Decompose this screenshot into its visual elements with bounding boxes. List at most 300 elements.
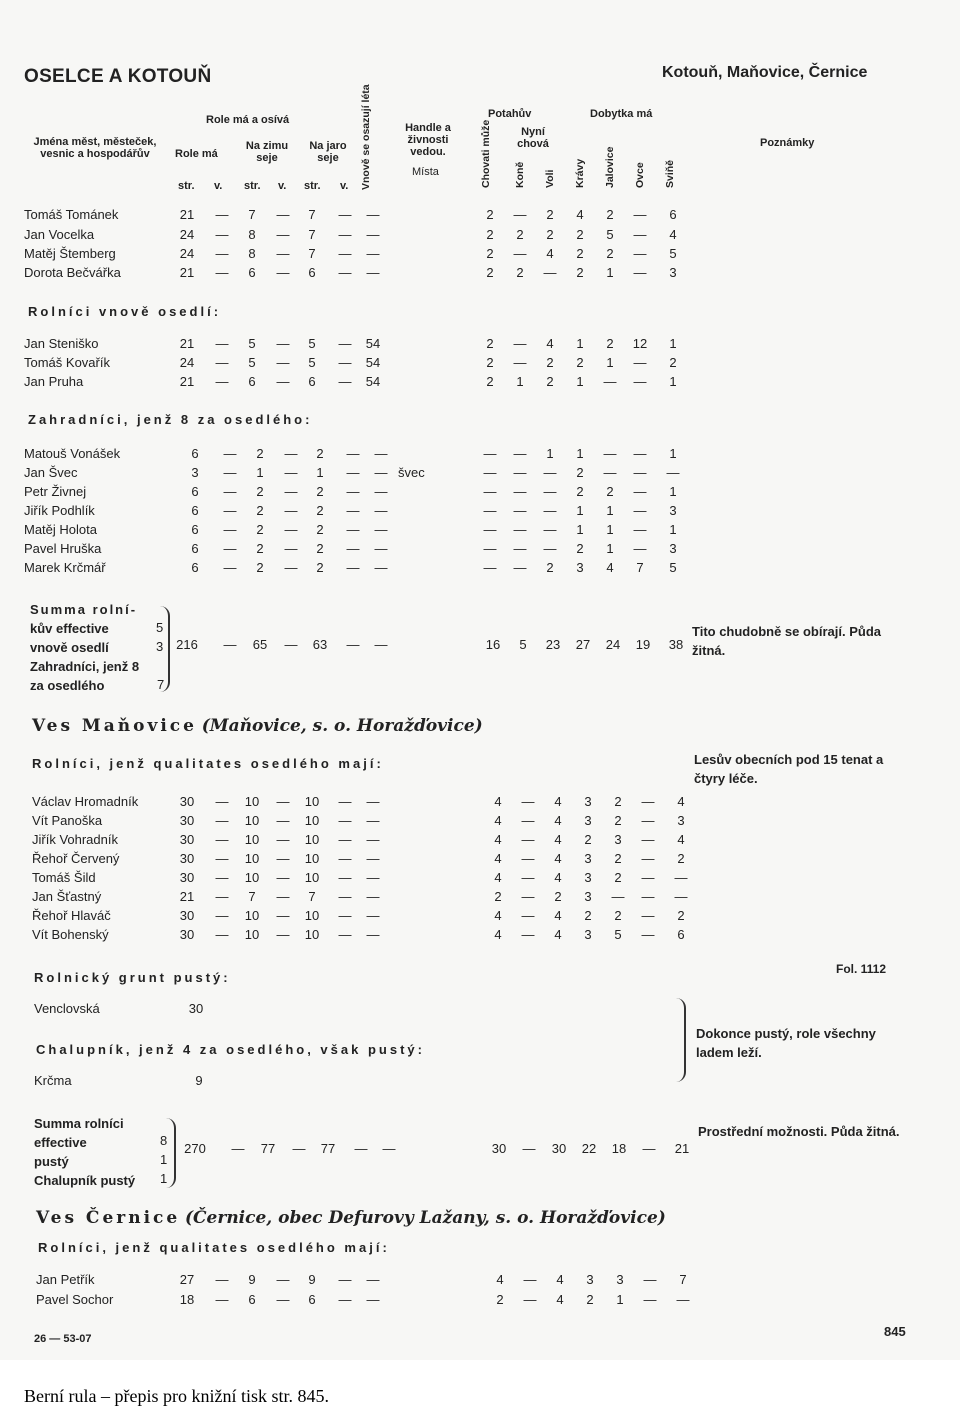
row-stock-value: 1: [516, 374, 524, 389]
summa1-stock-value: 38: [668, 637, 684, 652]
summa1-label: [30, 600, 139, 695]
summa2-value: 270: [184, 1141, 206, 1156]
row-value: 6: [248, 374, 256, 389]
row-stock-value: —: [543, 522, 557, 537]
row-stock-value: 4: [494, 813, 502, 828]
row-value: —: [338, 927, 352, 942]
row-stock-value: 2: [584, 832, 592, 847]
row-stock-value: 4: [494, 851, 502, 866]
header-handle: Handle a živnosti vedou.: [405, 122, 451, 158]
row-stock-value: 4: [556, 1272, 564, 1287]
row-value: —: [215, 227, 229, 242]
section-rolnici-qualitates-1: Rolníci, jenž qualitates osedlého mají:: [32, 756, 384, 771]
row-stock-value: —: [641, 851, 655, 866]
row-stock-value: 1: [576, 374, 584, 389]
row-value: —: [366, 908, 380, 923]
row-stock-value: 4: [494, 794, 502, 809]
row-value: —: [338, 246, 352, 261]
row-value: 30: [179, 851, 195, 866]
page-title-right: Kotouň, Maňovice, Černice: [662, 64, 868, 81]
row-stock-value: 2: [546, 207, 554, 222]
row-stock-value: 3: [584, 851, 592, 866]
header-svine: Sviňě: [664, 159, 676, 188]
header-kone: Koně: [514, 161, 526, 188]
row-stock-value: 2: [486, 355, 494, 370]
page-number: 845: [884, 1324, 906, 1339]
header-nyni-chova: Nyní chová: [517, 126, 549, 150]
row-value: —: [374, 522, 388, 537]
row-stock-value: 1: [669, 522, 677, 537]
row-value: —: [284, 503, 298, 518]
row-stock-value: 4: [576, 207, 584, 222]
row-value: 10: [244, 870, 260, 885]
row-name: Řehoř Hlaváč: [32, 908, 111, 923]
header-role-ma-a-osiva: Role má a osívá: [206, 114, 290, 126]
row-stock-value: 3: [584, 813, 592, 828]
header-kravy: Krávy: [574, 158, 586, 188]
row-value: 30: [179, 927, 195, 942]
row-stock-value: 1: [576, 503, 584, 518]
row-stock-value: 2: [606, 336, 614, 351]
row-value: 2: [256, 484, 264, 499]
row-value: —: [276, 889, 290, 904]
row-stock-value: 3: [669, 265, 677, 280]
row-stock-value: —: [543, 503, 557, 518]
row-stock-value: 1: [669, 336, 677, 351]
row-value: 7: [308, 889, 316, 904]
row-stock-value: 4: [494, 908, 502, 923]
row-value: —: [276, 794, 290, 809]
row-stock-value: 1: [576, 336, 584, 351]
row-name: Matouš Vonášek: [24, 446, 121, 461]
summa1-count: 7: [157, 677, 165, 692]
row-stock-value: 4: [554, 927, 562, 942]
row-value: 10: [304, 908, 320, 923]
row-stock-value: —: [603, 446, 617, 461]
row-stock-value: —: [666, 465, 680, 480]
row-value: 10: [244, 832, 260, 847]
row-stock-value: 1: [576, 446, 584, 461]
village-manovice-paren: (Maňovice, s. o. Horažďovice): [201, 716, 483, 736]
row-name: Jan Pruha: [24, 374, 84, 389]
summa2-value: —: [231, 1141, 245, 1156]
row-stock-value: —: [633, 246, 647, 261]
row-value: —: [366, 889, 380, 904]
row-value: —: [215, 265, 229, 280]
row-value: —: [366, 1292, 380, 1307]
row-name: Jan Steniško: [24, 336, 99, 351]
row-name: Tomáš Tománek: [24, 207, 119, 222]
header-dobytka-ma: Dobytka má: [590, 108, 653, 120]
row-stock-value: —: [674, 870, 688, 885]
village-cernice-name: Ves Černice: [36, 1208, 181, 1228]
section-rolnici-qualitates-2: Rolníci, jenž qualitates osedlého mají:: [38, 1240, 390, 1255]
row-stock-value: 2: [494, 889, 502, 904]
row-value: —: [338, 813, 352, 828]
row-stock-value: 3: [669, 541, 677, 556]
row-value: 2: [256, 503, 264, 518]
row-value: 21: [179, 374, 195, 389]
row-value: —: [374, 484, 388, 499]
row-value: 6: [308, 374, 316, 389]
row-stock-value: 2: [546, 374, 554, 389]
row-value: —: [215, 355, 229, 370]
summa1-brace: [158, 606, 170, 692]
row-value: 10: [304, 851, 320, 866]
row-value: —: [338, 1292, 352, 1307]
row-value: —: [276, 813, 290, 828]
row-value: 54: [365, 355, 381, 370]
row-stock-value: —: [543, 265, 557, 280]
row-stock-value: 4: [677, 794, 685, 809]
row-stock-value: —: [483, 503, 497, 518]
row-value: —: [276, 1292, 290, 1307]
summa1-value: —: [284, 637, 298, 652]
row-name: Řehoř Červený: [32, 851, 120, 866]
row-value: 2: [316, 446, 324, 461]
summa2-stock-value: 30: [551, 1141, 567, 1156]
summa2-line: effective: [34, 1135, 87, 1150]
row-stock-value: 2: [516, 265, 524, 280]
row-stock-value: —: [641, 794, 655, 809]
summa1-value: —: [374, 637, 388, 652]
row-value: 2: [316, 522, 324, 537]
row-value: —: [215, 336, 229, 351]
row-value: 30: [179, 870, 195, 885]
row-value: 2: [316, 484, 324, 499]
row-stock-value: 3: [616, 1272, 624, 1287]
row-value: —: [215, 1272, 229, 1287]
summa2-value: —: [292, 1141, 306, 1156]
summa2-stock-value: 21: [674, 1141, 690, 1156]
row-value: 10: [244, 927, 260, 942]
row-stock-value: 4: [554, 813, 562, 828]
summa1-value: 63: [312, 637, 328, 652]
row-value: —: [223, 465, 237, 480]
row-name: Pavel Hruška: [24, 541, 102, 556]
row-name: Tomáš Kovařík: [24, 355, 110, 370]
row-stock-value: 4: [494, 927, 502, 942]
row-stock-value: 5: [614, 927, 622, 942]
row-value: 8: [248, 227, 256, 242]
village-manovice: [32, 716, 483, 736]
row-stock-value: —: [633, 374, 647, 389]
row-stock-value: 4: [554, 794, 562, 809]
row-name: Vít Panoška: [32, 813, 103, 828]
summa2-value: —: [354, 1141, 368, 1156]
row-value: 2: [316, 503, 324, 518]
row-value: 1: [256, 465, 264, 480]
section-rolnici-vnove: Rolníci vnově osedlí:: [28, 304, 222, 319]
row-stock-value: —: [521, 794, 535, 809]
row-stock-value: —: [521, 908, 535, 923]
row-value: —: [284, 446, 298, 461]
row-stock-value: 2: [614, 851, 622, 866]
row-stock-value: —: [543, 484, 557, 499]
row-value: —: [338, 794, 352, 809]
row-stock-value: —: [513, 484, 527, 499]
note-prostredni: Prostřední možnosti. Půda žitná.: [698, 1124, 900, 1139]
row-stock-value: 4: [554, 908, 562, 923]
row-stock-value: 1: [606, 355, 614, 370]
row-stock-value: —: [543, 465, 557, 480]
row-value: —: [215, 927, 229, 942]
row-value: 30: [179, 832, 195, 847]
row-stock-value: —: [633, 227, 647, 242]
header-chovati-muze: Chovati může: [480, 119, 492, 188]
row-stock-value: —: [633, 503, 647, 518]
section-zahradnici: Zahradníci, jenž 8 za osedlého:: [28, 412, 313, 427]
row-stock-value: 2: [546, 355, 554, 370]
row-stock-value: —: [513, 207, 527, 222]
row-value: —: [366, 813, 380, 828]
row-stock-value: —: [633, 446, 647, 461]
row-value: —: [276, 265, 290, 280]
header-na-zimu: Na zimu seje: [245, 140, 289, 164]
row-stock-value: 1: [606, 265, 614, 280]
row-value: 6: [308, 265, 316, 280]
row-stock-value: —: [641, 927, 655, 942]
row-value: —: [366, 207, 380, 222]
row-value: —: [346, 522, 360, 537]
row-value: —: [276, 207, 290, 222]
row-value: —: [374, 541, 388, 556]
note-lesuv: Lesův obecních pod 15 tenat a čtyry léče.: [694, 752, 884, 786]
row-value: 7: [308, 207, 316, 222]
row-stock-value: 1: [669, 374, 677, 389]
summa1-line: kův effective: [30, 621, 109, 636]
row-stock-value: —: [483, 560, 497, 575]
row-stock-value: —: [483, 541, 497, 556]
row-value: 21: [179, 207, 195, 222]
row-value: —: [366, 227, 380, 242]
folio-number: Fol. 1112: [836, 962, 887, 976]
row-stock-value: 2: [669, 355, 677, 370]
row-value: —: [366, 794, 380, 809]
row-value: —: [223, 484, 237, 499]
row-value: 5: [308, 355, 316, 370]
row-value: 6: [191, 541, 199, 556]
header-unit: str.: [244, 180, 261, 192]
row-stock-value: 2: [486, 336, 494, 351]
summa2-line: pustý: [34, 1154, 69, 1169]
row-value: —: [338, 355, 352, 370]
row-stock-value: 2: [576, 227, 584, 242]
row-stock-value: 2: [677, 851, 685, 866]
row-stock-value: 4: [494, 832, 502, 847]
header-role-ma: Role má: [175, 148, 218, 160]
row-value: 6: [191, 560, 199, 575]
page-title: OSELCE A KOTOUŇ: [24, 66, 212, 87]
row-value: —: [223, 446, 237, 461]
row-value: —: [276, 246, 290, 261]
header-voli: Voli: [544, 169, 556, 188]
row-name: Vít Bohenský: [32, 927, 109, 942]
header-potahuv: Potahův: [488, 108, 532, 120]
row-value: 24: [179, 355, 195, 370]
row-value: —: [366, 265, 380, 280]
row-value: 2: [256, 541, 264, 556]
header-unit: v.: [214, 180, 223, 192]
row-name: Jiřík Podhlík: [24, 503, 95, 518]
row-stock-value: 3: [576, 560, 584, 575]
row-value: —: [374, 503, 388, 518]
row-stock-value: —: [633, 522, 647, 537]
row-stock-value: 2: [486, 246, 494, 261]
row-value: 2: [316, 541, 324, 556]
row-value: 10: [304, 870, 320, 885]
row-name: Jan Petřík: [36, 1272, 95, 1287]
row-stock-value: 5: [669, 246, 677, 261]
row-stock-value: 4: [677, 832, 685, 847]
header-mista: Místa: [412, 166, 439, 178]
row-stock-value: —: [523, 1292, 537, 1307]
row-value: 27: [179, 1272, 195, 1287]
row-stock-value: 5: [669, 560, 677, 575]
summa1-stock-value: 5: [519, 637, 527, 652]
row-stock-value: 5: [606, 227, 614, 242]
row-value: —: [276, 927, 290, 942]
summa2-line: Summa rolníci: [34, 1116, 124, 1131]
row-value: —: [276, 227, 290, 242]
row-stock-value: 2: [486, 374, 494, 389]
summa2-stock-value: —: [642, 1141, 656, 1156]
row-stock-value: 2: [576, 484, 584, 499]
row-value: —: [215, 207, 229, 222]
row-value: —: [223, 503, 237, 518]
row-stock-value: —: [611, 889, 625, 904]
row-value: —: [338, 374, 352, 389]
header-vnove: Vnově se osazují léta: [360, 84, 372, 190]
row-value: 10: [244, 813, 260, 828]
caption: Berní rula – přepis pro knižní tisk str. 845.: [24, 1386, 329, 1406]
row-value: —: [284, 465, 298, 480]
row-stock-value: —: [513, 465, 527, 480]
row-name: Jan Vocelka: [24, 227, 95, 242]
row-value: —: [215, 870, 229, 885]
summa1-stock-value: 24: [605, 637, 621, 652]
row-value: 10: [304, 927, 320, 942]
note-dokonce-pusty: Dokonce pustý, role všechny ladem leží.: [696, 1026, 876, 1060]
row-value: 18: [179, 1292, 195, 1307]
summa1-line: vnově osedlí: [30, 640, 109, 655]
row-stock-value: 4: [554, 832, 562, 847]
row-value: —: [366, 870, 380, 885]
row-stock-value: —: [513, 560, 527, 575]
row-stock-value: 2: [584, 908, 592, 923]
header-na-jaro: Na jaro seje: [309, 140, 347, 164]
summa2-value: 77: [260, 1141, 276, 1156]
summa1-value: 216: [176, 637, 198, 652]
section-rolnicky-grunt: Rolnický grunt pustý:: [34, 970, 231, 985]
row-value: —: [276, 908, 290, 923]
row-value: —: [215, 908, 229, 923]
row-value: 6: [248, 1292, 256, 1307]
row-value: —: [284, 541, 298, 556]
row-stock-value: —: [521, 870, 535, 885]
row-stock-value: —: [513, 355, 527, 370]
row-stock-value: —: [633, 484, 647, 499]
footer-code: 26 — 53-07: [34, 1333, 92, 1345]
row-value: 10: [304, 813, 320, 828]
row-stock-value: 2: [496, 1292, 504, 1307]
summa2-count: 1: [160, 1152, 168, 1167]
row-stock-value: 2: [614, 870, 622, 885]
row-value: —: [215, 813, 229, 828]
row-value: —: [223, 560, 237, 575]
row-name: Venclovská: [34, 1001, 100, 1016]
row-stock-value: —: [521, 927, 535, 942]
row-stock-value: 4: [546, 246, 554, 261]
row-stock-value: 1: [669, 484, 677, 499]
row-stock-value: 1: [669, 446, 677, 461]
row-stock-value: —: [643, 1272, 657, 1287]
row-stock-value: —: [641, 908, 655, 923]
row-stock-value: —: [643, 1292, 657, 1307]
row-value: 2: [316, 560, 324, 575]
row-stock-value: 1: [616, 1292, 624, 1307]
row-value: 7: [248, 889, 256, 904]
row-value: 2: [256, 522, 264, 537]
row-value: 10: [244, 851, 260, 866]
row-stock-value: 4: [556, 1292, 564, 1307]
row-value: 6: [191, 484, 199, 499]
row-value: —: [215, 832, 229, 847]
row-stock-value: 2: [576, 465, 584, 480]
row-value: 10: [304, 832, 320, 847]
row-value: 2: [256, 560, 264, 575]
row-stock-value: —: [513, 522, 527, 537]
row-stock-value: —: [633, 465, 647, 480]
row-stock-value: —: [641, 832, 655, 847]
row-value: 1: [316, 465, 324, 480]
row-value: —: [366, 832, 380, 847]
row-stock-value: 1: [546, 446, 554, 461]
row-stock-value: —: [633, 265, 647, 280]
row-value: —: [215, 889, 229, 904]
row-value: —: [366, 851, 380, 866]
row-value: —: [346, 560, 360, 575]
row-stock-value: —: [483, 522, 497, 537]
summa1-line: za osedlého: [30, 678, 105, 693]
row-stock-value: 3: [586, 1272, 594, 1287]
row-stock-value: —: [633, 207, 647, 222]
row-stock-value: 4: [496, 1272, 504, 1287]
village-manovice-name: Ves Maňovice: [32, 716, 197, 736]
row-value: —: [338, 832, 352, 847]
row-value: —: [338, 851, 352, 866]
row-value: 9: [195, 1073, 203, 1088]
row-value: 30: [188, 1001, 204, 1016]
row-value: —: [338, 336, 352, 351]
row-name: Dorota Bečvářka: [24, 265, 121, 280]
header-names: Jména měst, městeček, vesnic a hospodářův: [33, 136, 157, 160]
row-stock-value: 2: [576, 541, 584, 556]
row-value: —: [338, 265, 352, 280]
row-stock-value: 3: [669, 503, 677, 518]
row-stock-value: 6: [669, 207, 677, 222]
row-value: —: [215, 246, 229, 261]
row-name: Krčma: [34, 1073, 72, 1088]
row-value: 7: [308, 227, 316, 242]
header-unit: v.: [340, 180, 349, 192]
row-value: 9: [308, 1272, 316, 1287]
summa1-value: —: [223, 637, 237, 652]
village-cernice: [36, 1208, 666, 1228]
row-stock-value: —: [633, 355, 647, 370]
row-stock-value: 2: [614, 813, 622, 828]
row-value: 30: [179, 813, 195, 828]
